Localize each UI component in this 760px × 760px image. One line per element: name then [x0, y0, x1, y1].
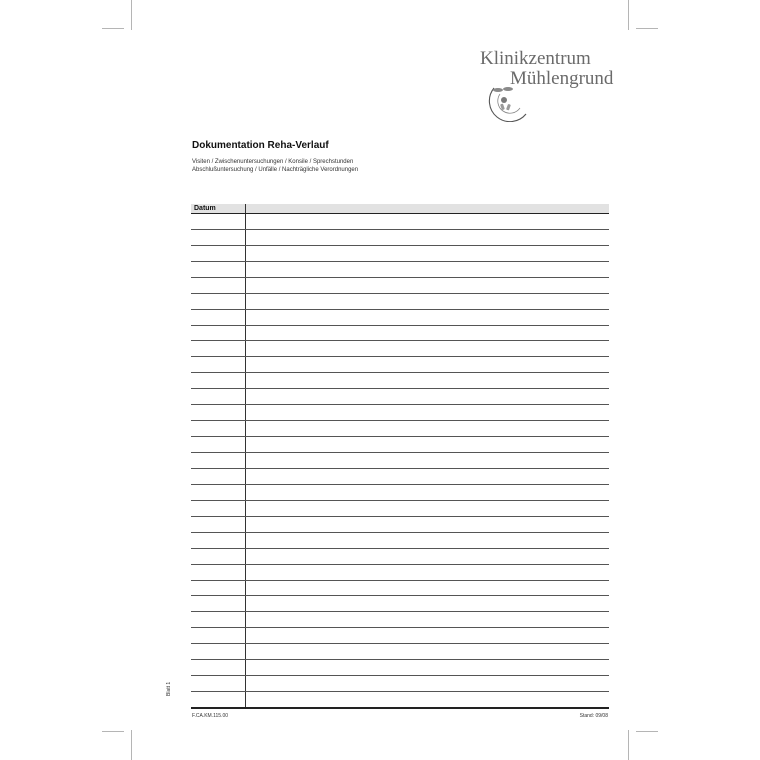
table-row[interactable]: [191, 580, 609, 581]
table-row[interactable]: [191, 372, 609, 373]
crop-mark-left-bottom: [102, 731, 124, 732]
table-row[interactable]: [191, 293, 609, 294]
table-row[interactable]: [191, 500, 609, 501]
header-rule: [191, 213, 609, 214]
table-row[interactable]: [191, 325, 609, 326]
table-row[interactable]: [191, 388, 609, 389]
document-subtitle-line1: Visiten / Zwischenuntersuchungen / Konsile / Sprechstunden: [192, 159, 354, 165]
crop-mark-left-top: [102, 28, 124, 29]
table-row[interactable]: [191, 452, 609, 453]
table-row[interactable]: [191, 484, 609, 485]
table-row[interactable]: [191, 643, 609, 644]
table-row[interactable]: [191, 229, 609, 230]
form-code: F.CA.KM.115.00: [192, 713, 229, 719]
crop-mark-right-top: [636, 28, 658, 29]
crop-mark-right-bottom: [636, 731, 658, 732]
table-row[interactable]: [191, 691, 609, 692]
table-row[interactable]: [191, 245, 609, 246]
sheet-label: Blatt 1: [166, 681, 172, 696]
table-row[interactable]: [191, 340, 609, 341]
document-subtitle-line2: Abschlußuntersuchung / Unfälle / Nachträgliche Verordnungen: [192, 167, 359, 173]
stand-date: Stand: 09/08: [579, 713, 608, 719]
table-row[interactable]: [191, 595, 609, 596]
progress-table: [191, 204, 609, 709]
table-row[interactable]: [191, 532, 609, 533]
table-row[interactable]: [191, 356, 609, 357]
logo-text-line1: Klinikzentrum: [480, 48, 591, 69]
table-row[interactable]: [191, 261, 609, 262]
table-row[interactable]: [191, 436, 609, 437]
table-row[interactable]: [191, 420, 609, 421]
crop-mark-top-right: [628, 0, 629, 30]
table-row[interactable]: [191, 707, 609, 709]
clinic-logo: [480, 48, 630, 123]
table-row[interactable]: [191, 516, 609, 517]
table-row[interactable]: [191, 468, 609, 469]
column-header-datum: Datum: [194, 205, 216, 212]
column-divider: [245, 204, 246, 709]
table-row[interactable]: [191, 309, 609, 310]
crop-mark-top-left: [131, 0, 132, 30]
table-row[interactable]: [191, 277, 609, 278]
logo-text-line2: Mühlengrund: [510, 68, 614, 89]
table-row[interactable]: [191, 659, 609, 660]
table-row[interactable]: [191, 627, 609, 628]
crop-mark-bottom-right: [628, 730, 629, 760]
table-row[interactable]: [191, 564, 609, 565]
table-header: [191, 204, 609, 213]
table-row[interactable]: [191, 404, 609, 405]
table-row[interactable]: [191, 675, 609, 676]
table-row[interactable]: [191, 548, 609, 549]
table-row[interactable]: [191, 611, 609, 612]
document-title: Dokumentation Reha-Verlauf: [192, 140, 329, 151]
crop-mark-bottom-left: [131, 730, 132, 760]
